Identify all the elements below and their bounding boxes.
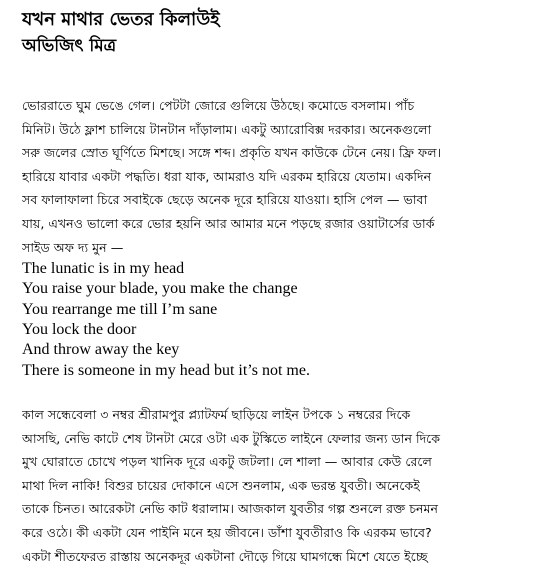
lyric-line: And throw away the key xyxy=(22,341,180,359)
lyric-line: There is someone in my head but it’s not me. xyxy=(22,361,310,379)
paragraph-line: করে ওঠে। কী একটা যেন পাইনি মনে হয় জীবনে। ডাঁশা যুবতীরাও কি এরকম ভাবে? xyxy=(22,524,432,540)
paragraph-line: ভোররাতে ঘুম ভেঙে গেল। পেটটা জোরে গুলিয়ে উঠছে। কমোডে বসলাম। পাঁচ xyxy=(22,98,415,113)
paragraph-1 xyxy=(22,94,532,259)
lyric-line: The lunatic is in my head xyxy=(22,260,185,278)
paragraph-line: মুখ ঘোরাতে চোখে পড়ল খানিক দূরে একটু জটলা। লে শালা — আবার কেউ রেলে xyxy=(22,454,432,470)
paragraph-line: সরু জলের স্রোত ঘূর্ণিতে মিশছে। সঙ্গে শব্দ। প্রকৃতি যখন কাউকে টেনে নেয়। ফ্রি ফল। xyxy=(22,145,442,161)
paragraph-line: সাইড অফ দ্য মুন — xyxy=(22,239,124,255)
lyric-line: You rearrange me till I’m sane xyxy=(22,300,218,318)
paragraph-line: যায়, এখনও ভালো করে ভোর হয়নি আর আমার মনে পড়ছে রজার ওয়াটার্সের ডার্ক xyxy=(22,215,435,231)
paragraph-line: মাথা দিল নাকি! বিশুর চায়ের দোকানে এসে শুনলাম, এক ভরন্ত যুবতী। অনেকেই xyxy=(22,477,420,493)
paragraph-line: হারিয়ে যাবার একটা পদ্ধতি। ধরা যাক, আমরাও যদি এরকম হারিয়ে যেতাম। একদিন xyxy=(22,168,432,184)
story-title: যখন মাথার ভেতর কিলাউই xyxy=(22,9,220,30)
paragraph-line: আসছি, নেভি কাটে শেষ টানটা মেরে ওটা এক টুস্কিতে লাইনে ফেলার জন্য ডান দিকে xyxy=(22,430,441,446)
paragraph-2 xyxy=(22,403,532,568)
document-page xyxy=(22,8,532,568)
lyric-line: You lock the door xyxy=(22,321,137,339)
paragraph-line: তাকে চিনত। আরেকটা নেভি কাট ধরালাম। আজকাল যুবতীর গল্প শুনলে রক্ত চনমন xyxy=(22,501,439,517)
song-lyrics xyxy=(22,259,532,381)
paragraph-line: কাল সন্ধেবেলা ৩ নম্বর শ্রীরামপুর প্ল্যাটফর্ম ছাড়িয়ে লাইন টপকে ১ নম্বরের দিকে xyxy=(22,406,411,422)
paragraph-line: সব ফালাফালা চিরে সবাইকে ছেড়ে অনেক দূরে হারিয়ে যাওয়া। হাসি পেল — ভাবা xyxy=(22,192,428,208)
lyric-line: You raise your blade, you make the change xyxy=(22,280,298,298)
paragraph-line: মিনিট। উঠে ফ্লাশ চালিয়ে টানটান দাঁড়ালাম। একটু অ্যারোবিক্স দরকার। অনেকগুলো xyxy=(22,121,432,137)
paragraph-line: একটা শীতফেরত রাস্তায় অনেকদূর একটানা দৌড়ে গিয়ে ঘামগন্ধে মিশে যেতে ইচ্ছে xyxy=(22,548,428,564)
author-name: অভিজিৎ মিত্র xyxy=(22,36,117,56)
